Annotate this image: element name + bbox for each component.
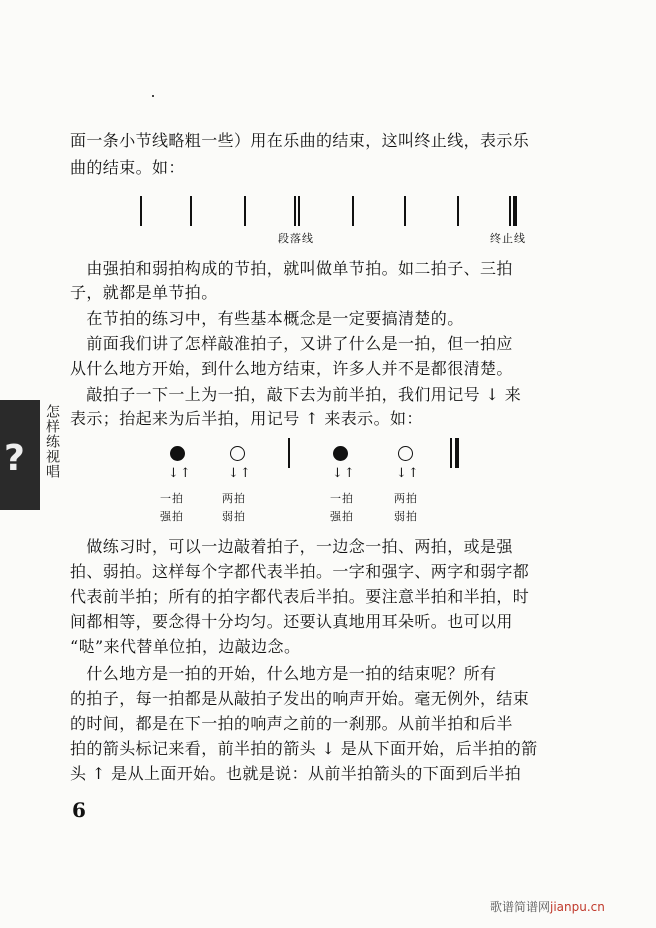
watermark	[490, 898, 605, 915]
text-line: 头 ↑ 是从上面开始。也就是说：从前半拍箭头的下面到后半拍	[70, 764, 522, 783]
barline	[140, 196, 142, 226]
text-line: 敲拍子一下一上为一拍，敲下去为前半拍，我们用记号 ↓ 来	[70, 385, 522, 404]
beat-label: 两拍	[394, 492, 418, 505]
beat-arrows: ↓↑	[228, 466, 252, 481]
strong-beat-dot	[170, 446, 185, 461]
text-line: “哒”来代替单位拍，边敲边念。	[70, 637, 301, 656]
final-line-thick	[455, 438, 459, 468]
text-line: 的拍子，每一拍都是从敲拍子发出的响声开始。毫无例外，结束	[70, 689, 530, 708]
page-mark	[152, 95, 154, 97]
text-line: 代表前半拍；所有的拍字都代表后半拍。要注意半拍和半拍，时	[70, 587, 530, 606]
strength-label: 强拍	[330, 510, 354, 523]
text-line: 面一条小节线略粗一些）用在乐曲的结束，这叫终止线，表示乐	[70, 131, 530, 150]
strength-label: 弱拍	[222, 510, 246, 523]
barline	[244, 196, 246, 226]
text-line: 曲的结束。如：	[70, 158, 185, 177]
chapter-tab-graphic: ?	[4, 438, 25, 479]
strength-label: 弱拍	[394, 510, 418, 523]
final-line-thick	[513, 196, 517, 226]
strength-label: 强拍	[160, 510, 184, 523]
barline	[288, 438, 290, 468]
text-line: 的时间，都是在下一拍的响声之前的一刹那。从前半拍和后半	[70, 714, 513, 733]
side-title: 怎样练视唱	[44, 404, 60, 479]
text-line: 间都相等，要念得十分均匀。还要认真地用耳朵听。也可以用	[70, 612, 513, 631]
final-line-thin	[509, 196, 511, 226]
barline	[404, 196, 406, 226]
segment-line-thin	[294, 196, 296, 226]
strong-beat-dot	[333, 446, 348, 461]
text-line: 拍、弱拍。这样每个字都代表半拍。一字和强字、两字和弱字都	[70, 562, 530, 581]
barline	[352, 196, 354, 226]
watermark-text: 歌谱简谱网	[490, 900, 551, 914]
weak-beat-dot	[398, 446, 413, 461]
segment-line-thin	[298, 196, 300, 226]
barline	[190, 196, 192, 226]
beat-label: 两拍	[222, 492, 246, 505]
page-number: 6	[72, 798, 86, 822]
text-line: 做练习时，可以一边敲着拍子，一边念一拍、两拍，或是强	[70, 537, 513, 556]
beat-label: 一拍	[160, 492, 184, 505]
text-line: 从什么地方开始，到什么地方结束，许多人并不是都很清楚。	[70, 359, 513, 378]
watermark-accent: jianpu.cn	[550, 900, 605, 914]
barline	[457, 196, 459, 226]
text-line: 拍的箭头标记来看，前半拍的箭头 ↓ 是从下面开始，后半拍的箭	[70, 739, 538, 758]
text-line: 在节拍的练习中，有些基本概念是一定要搞清楚的。	[70, 309, 464, 328]
text-line: 子，就都是单节拍。	[70, 283, 218, 302]
text-line: 由强拍和弱拍构成的节拍，就叫做单节拍。如二拍子、三拍	[70, 259, 513, 278]
text-line: 表示；抬起来为后半拍，用记号 ↑ 来表示。如：	[70, 409, 423, 428]
chapter-tab	[0, 400, 40, 510]
segment-line-label: 段落线	[278, 232, 314, 245]
text-line: 前面我们讲了怎样敲准拍子，又讲了什么是一拍，但一拍应	[70, 334, 513, 353]
beat-arrows: ↓↑	[168, 466, 192, 481]
final-line-thin	[450, 438, 452, 468]
beat-arrows: ↓↑	[332, 466, 356, 481]
beat-label: 一拍	[330, 492, 354, 505]
text-line: 什么地方是一拍的开始，什么地方是一拍的结束呢？所有	[70, 664, 497, 683]
beat-arrows: ↓↑	[396, 466, 420, 481]
final-line-label: 终止线	[490, 232, 526, 245]
weak-beat-dot	[230, 446, 245, 461]
